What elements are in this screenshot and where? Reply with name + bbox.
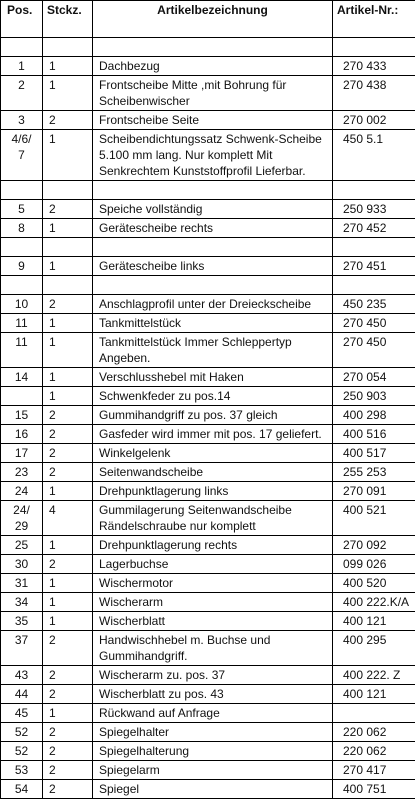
cell-stk: 1 [43,368,93,387]
cell-stk: 2 [43,200,93,219]
cell-art: Tankmittelstück [93,314,333,333]
table-row [1,57,415,76]
cell-pos: 16 [1,425,43,444]
table-row [1,219,415,238]
cell-pos [1,38,43,57]
cell-pos: 53 [1,761,43,780]
cell-nr: 255 253 [333,463,415,482]
cell-nr: 400 222. Z [333,666,415,685]
table-row [1,181,415,200]
cell-pos: 11 [1,314,43,333]
table-row [1,685,415,704]
cell-pos [1,387,43,406]
table-row [1,76,415,111]
cell-nr: 250 933 [333,200,415,219]
cell-nr: 270 433 [333,57,415,76]
cell-nr [333,704,415,723]
cell-stk: 1 [43,612,93,631]
cell-pos: 2 [1,76,43,111]
cell-stk: 2 [43,406,93,425]
header-row [1,1,415,38]
cell-pos: 11 [1,333,43,368]
cell-art: Frontscheibe Mitte ,mit Bohrung für Scheibenwischer [93,76,333,111]
table-row [1,612,415,631]
cell-art [93,276,333,295]
cell-pos: 43 [1,666,43,685]
cell-stk [43,38,93,57]
table-row [1,200,415,219]
header-pos: Pos. [1,1,43,38]
cell-nr [333,38,415,57]
cell-stk: 1 [43,130,93,181]
cell-art: Spiegel [93,780,333,799]
table-row [1,482,415,501]
table-row [1,780,415,799]
cell-pos: 8 [1,219,43,238]
cell-stk: 2 [43,742,93,761]
cell-nr: 270 417 [333,761,415,780]
cell-stk: 1 [43,76,93,111]
cell-nr: 270 450 [333,314,415,333]
cell-art: Drehpunktlagerung links [93,482,333,501]
cell-stk: 2 [43,444,93,463]
table-row [1,333,415,368]
cell-stk: 1 [43,482,93,501]
table-row [1,314,415,333]
cell-pos: 15 [1,406,43,425]
cell-nr: 270 092 [333,536,415,555]
cell-stk: 2 [43,631,93,666]
cell-pos: 9 [1,257,43,276]
cell-nr: 220 062 [333,742,415,761]
cell-stk: 2 [43,666,93,685]
header-art: Artikelbezeichnung [93,1,333,38]
cell-stk: 1 [43,57,93,76]
table-row [1,501,415,536]
cell-nr: 400 121 [333,612,415,631]
cell-art: Gummilagerung Seitenwandscheibe Rändelschraube nur komplett [93,501,333,536]
cell-stk: 1 [43,593,93,612]
cell-stk: 1 [43,574,93,593]
cell-art: Anschlagprofil unter der Dreieckscheibe [93,295,333,314]
cell-pos: 30 [1,555,43,574]
cell-art [93,181,333,200]
cell-pos: 52 [1,742,43,761]
cell-nr: 400 295 [333,631,415,666]
cell-art: Drehpunktlagerung rechts [93,536,333,555]
cell-nr: 270 438 [333,76,415,111]
cell-nr: 400 516 [333,425,415,444]
cell-pos: 1 [1,57,43,76]
table-row [1,257,415,276]
cell-art: Speiche vollständig [93,200,333,219]
cell-art: Verschlusshebel mit Haken [93,368,333,387]
cell-art: Handwischhebel m. Buchse und Gummihandgriff. [93,631,333,666]
table-row [1,631,415,666]
table-row [1,295,415,314]
cell-stk: 1 [43,536,93,555]
cell-nr [333,238,415,257]
cell-pos: 25 [1,536,43,555]
cell-art: Gummihandgriff zu pos. 37 gleich [93,406,333,425]
cell-stk [43,238,93,257]
header-stk: Stckz. [43,1,93,38]
cell-nr: 270 091 [333,482,415,501]
cell-nr: 400 121 [333,685,415,704]
cell-stk: 4 [43,501,93,536]
table-row [1,666,415,685]
cell-art: Tankmittelstück Immer Schleppertyp Angeben. [93,333,333,368]
cell-stk: 2 [43,425,93,444]
cell-art: Winkelgelenk [93,444,333,463]
cell-pos: 14 [1,368,43,387]
cell-stk [43,181,93,200]
cell-nr: 270 451 [333,257,415,276]
cell-stk: 1 [43,257,93,276]
cell-art: Frontscheibe Seite [93,111,333,130]
cell-art: Wischerblatt zu pos. 43 [93,685,333,704]
cell-stk: 1 [43,704,93,723]
table-row [1,238,415,257]
table-row [1,276,415,295]
cell-pos [1,238,43,257]
cell-pos: 5 [1,200,43,219]
cell-stk: 2 [43,685,93,704]
cell-nr: 400 222.K/A [333,593,415,612]
table-row [1,742,415,761]
cell-stk: 2 [43,761,93,780]
table-row [1,368,415,387]
cell-stk: 1 [43,219,93,238]
cell-art: Wischerblatt [93,612,333,631]
cell-pos: 24 [1,482,43,501]
cell-nr: 450 5.1 [333,130,415,181]
table-row [1,444,415,463]
cell-art: Rückwand auf Anfrage [93,704,333,723]
cell-pos [1,181,43,200]
cell-art [93,238,333,257]
cell-nr: 270 054 [333,368,415,387]
table-row [1,593,415,612]
cell-stk: 1 [43,387,93,406]
cell-nr: 400 517 [333,444,415,463]
cell-art: Wischerarm [93,593,333,612]
cell-stk: 1 [43,314,93,333]
cell-stk: 2 [43,780,93,799]
cell-nr: 270 002 [333,111,415,130]
cell-nr: 220 062 [333,723,415,742]
cell-stk: 2 [43,463,93,482]
cell-stk: 2 [43,723,93,742]
header-nr: Artikel-Nr.: [333,1,415,38]
table-body [1,38,415,799]
cell-stk: 1 [43,333,93,368]
cell-stk: 2 [43,295,93,314]
cell-art: Scheibendichtungssatz Schwenk-Scheibe 5.100 mm lang. Nur komplett Mit Senkrechtem Kunststoffprofil Lieferbar. [93,130,333,181]
table-row [1,723,415,742]
cell-nr [333,276,415,295]
cell-pos [1,276,43,295]
cell-pos: 54 [1,780,43,799]
cell-pos: 45 [1,704,43,723]
cell-art: Spiegelarm [93,761,333,780]
cell-pos: 4/6/ 7 [1,130,43,181]
cell-stk: 2 [43,555,93,574]
cell-pos: 23 [1,463,43,482]
table-row [1,463,415,482]
table-row [1,574,415,593]
cell-pos: 34 [1,593,43,612]
cell-art: Seitenwandscheibe [93,463,333,482]
cell-pos: 35 [1,612,43,631]
cell-pos: 44 [1,685,43,704]
table-row [1,111,415,130]
cell-nr: 270 452 [333,219,415,238]
cell-art: Wischerarm zu. pos. 37 [93,666,333,685]
cell-art: Spiegelhalterung [93,742,333,761]
cell-stk: 2 [43,111,93,130]
cell-art: Gerätescheibe rechts [93,219,333,238]
cell-art: Schwenkfeder zu pos.14 [93,387,333,406]
table-row [1,761,415,780]
cell-nr: 250 903 [333,387,415,406]
table-row [1,536,415,555]
table-row [1,38,415,57]
cell-art [93,38,333,57]
table-row [1,406,415,425]
cell-art: Gerätescheibe links [93,257,333,276]
cell-pos: 52 [1,723,43,742]
cell-art: Wischermotor [93,574,333,593]
cell-nr: 450 235 [333,295,415,314]
cell-art: Spiegelhalter [93,723,333,742]
cell-pos: 24/ 29 [1,501,43,536]
cell-pos: 37 [1,631,43,666]
cell-pos: 17 [1,444,43,463]
cell-art: Lagerbuchse [93,555,333,574]
table-row [1,704,415,723]
table-row [1,387,415,406]
cell-art: Dachbezug [93,57,333,76]
cell-nr: 099 026 [333,555,415,574]
table-row [1,425,415,444]
cell-stk [43,276,93,295]
cell-pos: 3 [1,111,43,130]
table-row [1,555,415,574]
cell-pos: 31 [1,574,43,593]
cell-nr: 400 521 [333,501,415,536]
table-row [1,130,415,181]
cell-nr: 400 751 [333,780,415,799]
cell-nr [333,181,415,200]
cell-pos: 10 [1,295,43,314]
cell-nr: 270 450 [333,333,415,368]
cell-nr: 400 520 [333,574,415,593]
cell-art: Gasfeder wird immer mit pos. 17 geliefert. [93,425,333,444]
cell-nr: 400 298 [333,406,415,425]
